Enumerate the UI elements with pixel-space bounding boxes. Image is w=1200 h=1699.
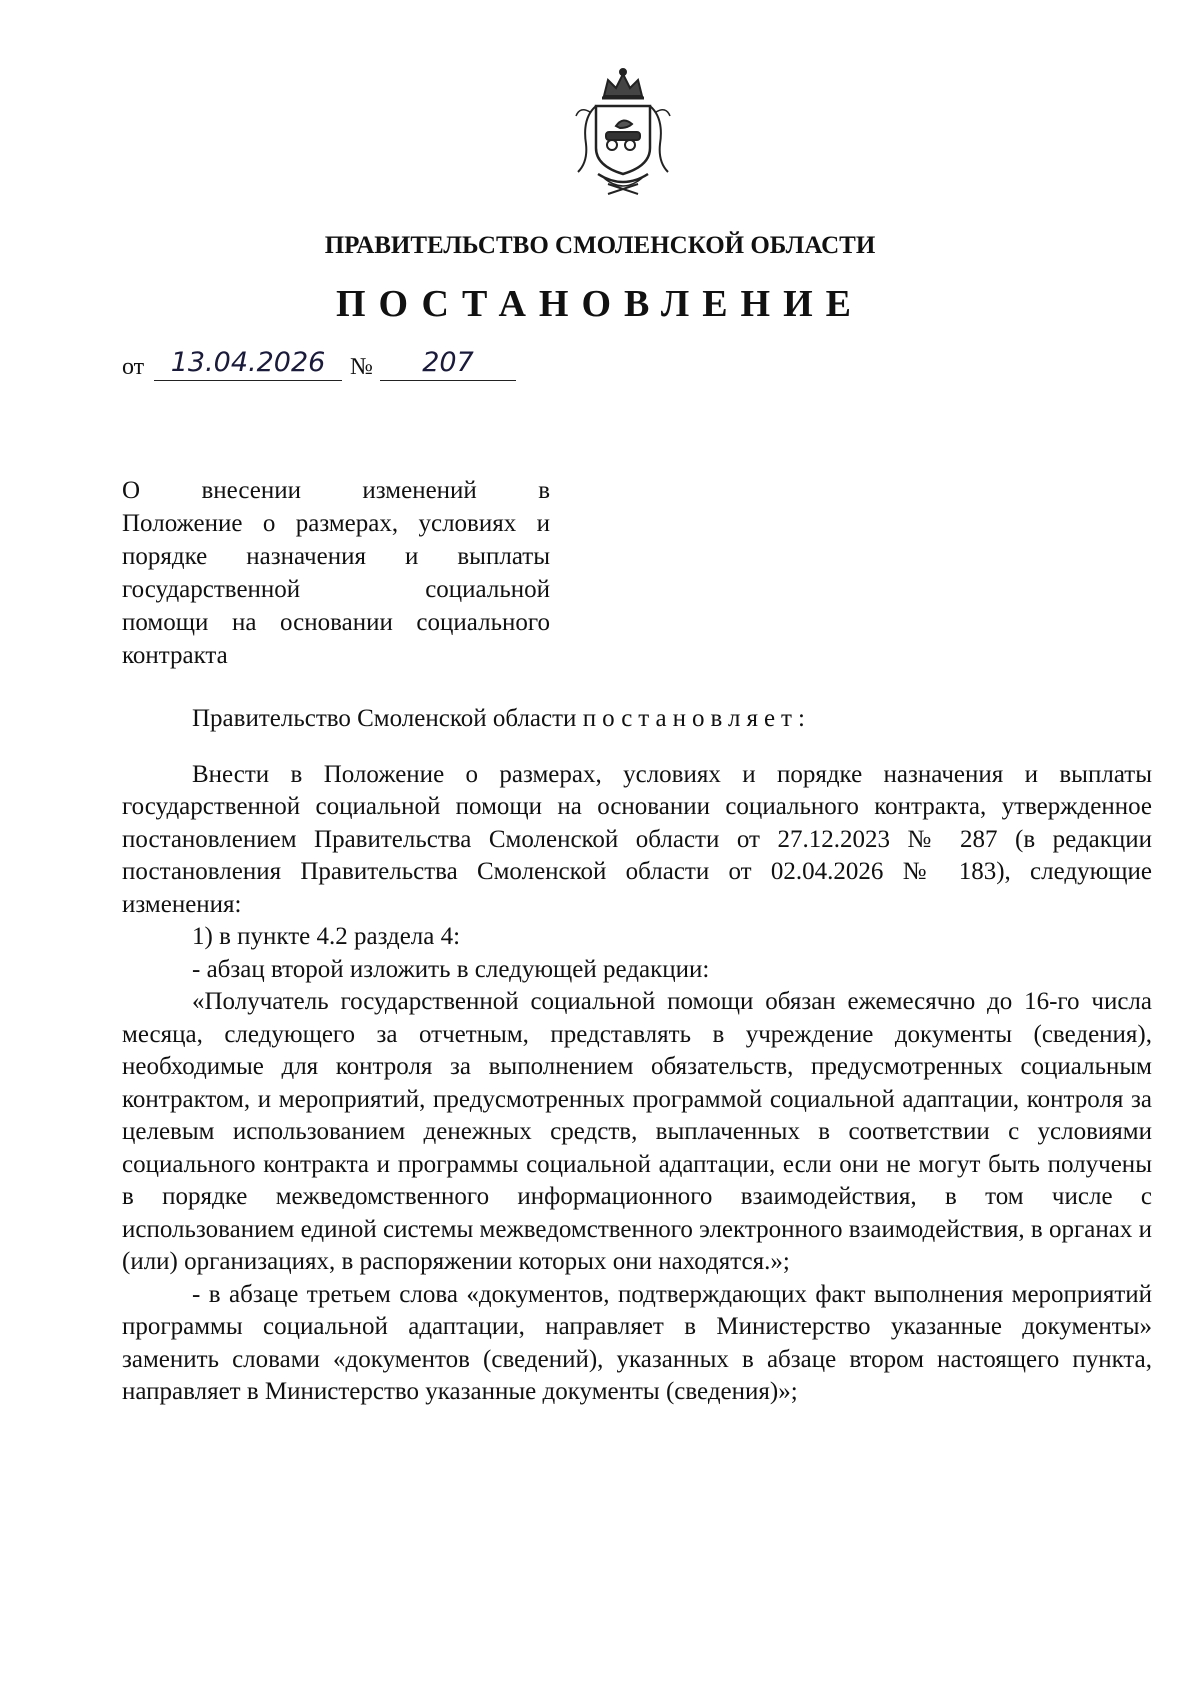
body-paragraph: 1) в пункте 4.2 раздела 4: [192,923,461,950]
subject-line: государственной социальной [122,576,550,603]
date-prefix: от [122,354,145,380]
preamble-verb: постановляет: [582,705,811,732]
subject-line: Положение о размерах, условиях и [122,510,550,537]
document-subject [122,474,550,672]
subject-line: контракта [122,642,228,669]
preamble [122,703,1152,736]
subject-line: О внесении изменений в [122,477,550,504]
body-paragraph: «Получатель государственной социальной помощи обязан ежемесячно до 16-го числа месяца, следующего за отчетным, представлять в учреждение документы (сведения), необходимые для контроля за выполнением обязательств, предусмотренных социальным контрактом, и мероприятий, предусмотренных программой социальной адаптации, контроля за целевым использованием денежных средств, выплаченных в соответствии с условиями социального контракта и программы социальной адаптации, если они не могут быть получены в порядке межведомственного информационного взаимодействия, в том числе с использованием единой системы межведомственного электронного взаимодействия, в органах и (или) организациях, в распоряжении которых они находятся.»; [122,988,1152,1275]
subject-line: порядке назначения и выплаты [122,543,550,570]
number-prefix: № [350,354,373,380]
date-field: 13.04.2026 [154,348,342,381]
body-paragraph: - в абзаце третьем слова «документов, подтверждающих факт выполнения мероприятий программы социальной адаптации, направляет в Министерство указанные документы» заменить словами «документов (сведений), указанных в абзаце втором настоящего пункта, направляет в Министерство указанные документы (сведения)»; [122,1280,1152,1405]
preamble-text: Правительство Смоленской области [192,705,583,732]
document-body [122,703,1152,1409]
number-field: 207 [380,348,516,381]
government-title: ПРАВИТЕЛЬСТВО СМОЛЕНСКОЙ ОБЛАСТИ [324,232,876,259]
document-type-title: ПОСТАНОВЛЕНИЕ [335,283,865,325]
body-paragraph: - абзац второй изложить в следующей редакции: [192,955,710,983]
body-paragraph: Внести в Положение о размерах, условиях и порядке назначения и выплаты государственной социальной помощи на основании социального контракта, утвержденное постановлением Правительства Смоленской области от 27.12.2023 № 287 (в редакции постановления Правительства Смоленской области от 02.04.2026 № 183), следующие изменения: [122,760,1152,918]
smolensk-coat-of-arms-icon [568,66,678,196]
subject-line: помощи на основании социального [122,609,550,636]
